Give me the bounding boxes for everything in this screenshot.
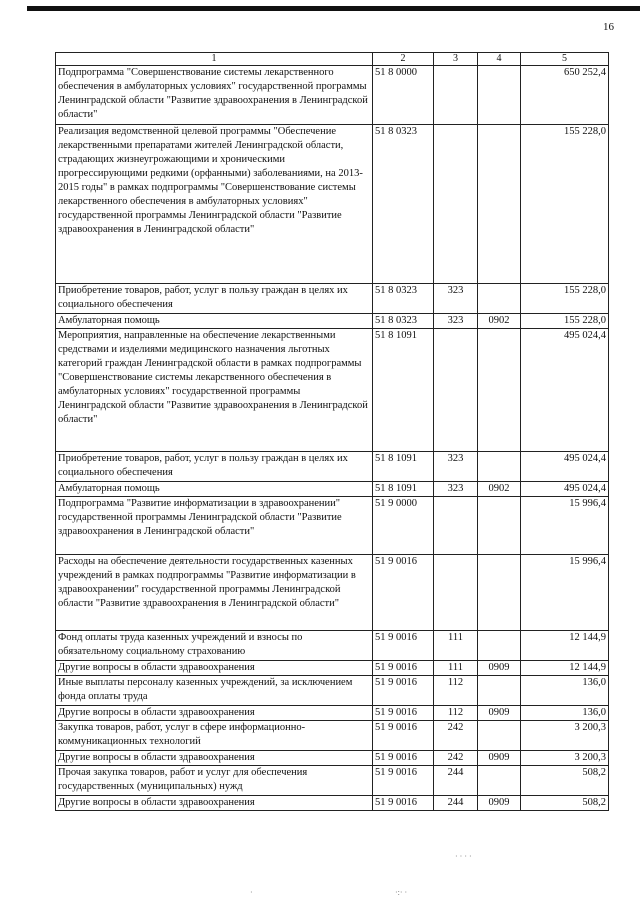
row-name: Расходы на обеспечение деятельности государственных казенных учреждений в рамках подпрограммы "Развитие информатизации в здравоохранении" государственной программы Ленинградской области "Развитие здравоохранения в Ленинградской области" <box>56 555 373 631</box>
row-name: Подпрограмма "Развитие информатизации в здравоохранении" государственной программы Ленинградской области "Развитие здравоохранения в Ленинградской области" <box>56 497 373 555</box>
row-name: Другие вопросы в области здравоохранения <box>56 751 373 766</box>
row-vr <box>434 497 478 555</box>
row-rz: 0909 <box>478 796 521 811</box>
header-col-3: 3 <box>434 53 478 66</box>
row-csr: 51 8 0323 <box>373 284 434 314</box>
row-sum: 15 996,4 <box>521 555 609 631</box>
row-csr: 51 8 1091 <box>373 452 434 482</box>
scan-speck: · · · · <box>455 852 472 861</box>
table-row <box>56 796 609 811</box>
row-name: Мероприятия, направленные на обеспечение лекарственными средствами и изделиями медицинского назначения льготных категорий граждан Ленинградской области в рамках подпрограммы "Совершенствование системы лекарственного обеспечения в амбулаторных условиях" государственной программы Ленинградской области "Развитие здравоохранения в Ленинградской области" <box>56 329 373 452</box>
header-col-4: 4 <box>478 53 521 66</box>
row-rz: 0902 <box>478 314 521 329</box>
row-rz: 0909 <box>478 751 521 766</box>
row-name: Другие вопросы в области здравоохранения <box>56 661 373 676</box>
table-row <box>56 314 609 329</box>
row-csr: 51 8 0323 <box>373 125 434 284</box>
row-sum: 136,0 <box>521 706 609 721</box>
row-vr: 242 <box>434 721 478 751</box>
table-row <box>56 66 609 125</box>
row-vr: 323 <box>434 452 478 482</box>
row-csr: 51 9 0016 <box>373 751 434 766</box>
row-sum: 495 024,4 <box>521 482 609 497</box>
row-csr: 51 9 0016 <box>373 661 434 676</box>
table-row <box>56 125 609 284</box>
page-number: 16 <box>603 21 614 33</box>
row-csr: 51 9 0016 <box>373 796 434 811</box>
row-csr: 51 9 0016 <box>373 721 434 751</box>
row-sum: 508,2 <box>521 766 609 796</box>
row-sum: 650 252,4 <box>521 66 609 125</box>
table-row <box>56 497 609 555</box>
row-csr: 51 9 0016 <box>373 631 434 661</box>
table-row <box>56 706 609 721</box>
row-sum: 155 228,0 <box>521 314 609 329</box>
row-vr: 112 <box>434 676 478 706</box>
table-row <box>56 631 609 661</box>
row-rz <box>478 721 521 751</box>
row-rz <box>478 497 521 555</box>
row-sum: 12 144,9 <box>521 631 609 661</box>
row-vr <box>434 125 478 284</box>
row-vr: 323 <box>434 482 478 497</box>
row-csr: 51 8 0323 <box>373 314 434 329</box>
row-csr: 51 9 0016 <box>373 676 434 706</box>
row-name: Амбулаторная помощь <box>56 314 373 329</box>
row-rz <box>478 125 521 284</box>
top-border-bar <box>27 6 640 11</box>
row-name: Подпрограмма "Совершенствование системы лекарственного обеспечения в амбулаторных условиях" государственной программы Ленинградской области "Развитие здравоохранения в Ленинградской области" <box>56 66 373 125</box>
row-vr <box>434 555 478 631</box>
row-vr <box>434 66 478 125</box>
row-csr: 51 8 0000 <box>373 66 434 125</box>
row-name: Другие вопросы в области здравоохранения <box>56 796 373 811</box>
table-row <box>56 482 609 497</box>
row-rz <box>478 766 521 796</box>
table-row <box>56 676 609 706</box>
row-vr: 323 <box>434 284 478 314</box>
scan-speck: ·:· · <box>395 888 408 897</box>
row-rz <box>478 329 521 452</box>
row-name: Реализация ведомственной целевой программы "Обеспечение лекарственными препаратами жителей Ленинградской области, страдающих жизнеугрожающими и хроническими прогрессирующими редкими (орфанными) заболеваниями, на 2013-2015 годы" в рамках подпрограммы "Совершенствование системы лекарственного обеспечения в амбулаторных условиях" государственной программы Ленинградской области "Развитие здравоохранения в Ленинградской области" <box>56 125 373 284</box>
row-name: Приобретение товаров, работ, услуг в пользу граждан в целях их социального обеспечения <box>56 284 373 314</box>
row-sum: 508,2 <box>521 796 609 811</box>
row-rz: 0909 <box>478 706 521 721</box>
table-row <box>56 766 609 796</box>
row-name: Приобретение товаров, работ, услуг в пользу граждан в целях их социального обеспечения <box>56 452 373 482</box>
row-name: Фонд оплаты труда казенных учреждений и взносы по обязательному социальному страхованию <box>56 631 373 661</box>
table-row <box>56 452 609 482</box>
row-rz <box>478 284 521 314</box>
row-rz: 0909 <box>478 661 521 676</box>
table-header-row <box>56 53 609 66</box>
row-vr: 111 <box>434 631 478 661</box>
row-csr: 51 9 0000 <box>373 497 434 555</box>
row-csr: 51 9 0016 <box>373 706 434 721</box>
row-csr: 51 8 1091 <box>373 482 434 497</box>
table-row <box>56 329 609 452</box>
row-name: Закупка товаров, работ, услуг в сфере информационно-коммуникационных технологий <box>56 721 373 751</box>
row-sum: 136,0 <box>521 676 609 706</box>
row-rz <box>478 452 521 482</box>
row-sum: 12 144,9 <box>521 661 609 676</box>
row-vr: 323 <box>434 314 478 329</box>
row-csr: 51 8 1091 <box>373 329 434 452</box>
row-sum: 3 200,3 <box>521 721 609 751</box>
row-name: Амбулаторная помощь <box>56 482 373 497</box>
row-sum: 155 228,0 <box>521 125 609 284</box>
row-sum: 15 996,4 <box>521 497 609 555</box>
row-vr: 111 <box>434 661 478 676</box>
row-name: Другие вопросы в области здравоохранения <box>56 706 373 721</box>
header-col-2: 2 <box>373 53 434 66</box>
header-col-1: 1 <box>56 53 373 66</box>
row-vr: 242 <box>434 751 478 766</box>
row-sum: 3 200,3 <box>521 751 609 766</box>
row-rz <box>478 555 521 631</box>
row-vr: 244 <box>434 766 478 796</box>
budget-table <box>55 52 609 811</box>
row-rz <box>478 631 521 661</box>
table-row <box>56 721 609 751</box>
row-sum: 495 024,4 <box>521 452 609 482</box>
row-name: Иные выплаты персоналу казенных учреждений, за исключением фонда оплаты труда <box>56 676 373 706</box>
row-rz: 0902 <box>478 482 521 497</box>
header-col-5: 5 <box>521 53 609 66</box>
row-csr: 51 9 0016 <box>373 766 434 796</box>
table-row <box>56 751 609 766</box>
row-vr: 244 <box>434 796 478 811</box>
row-name: Прочая закупка товаров, работ и услуг для обеспечения государственных (муниципальных) нужд <box>56 766 373 796</box>
row-vr <box>434 329 478 452</box>
table-row <box>56 661 609 676</box>
table-row <box>56 555 609 631</box>
scan-speck: · <box>250 888 253 897</box>
row-sum: 495 024,4 <box>521 329 609 452</box>
row-vr: 112 <box>434 706 478 721</box>
row-sum: 155 228,0 <box>521 284 609 314</box>
row-csr: 51 9 0016 <box>373 555 434 631</box>
row-rz <box>478 676 521 706</box>
table-row <box>56 284 609 314</box>
row-rz <box>478 66 521 125</box>
